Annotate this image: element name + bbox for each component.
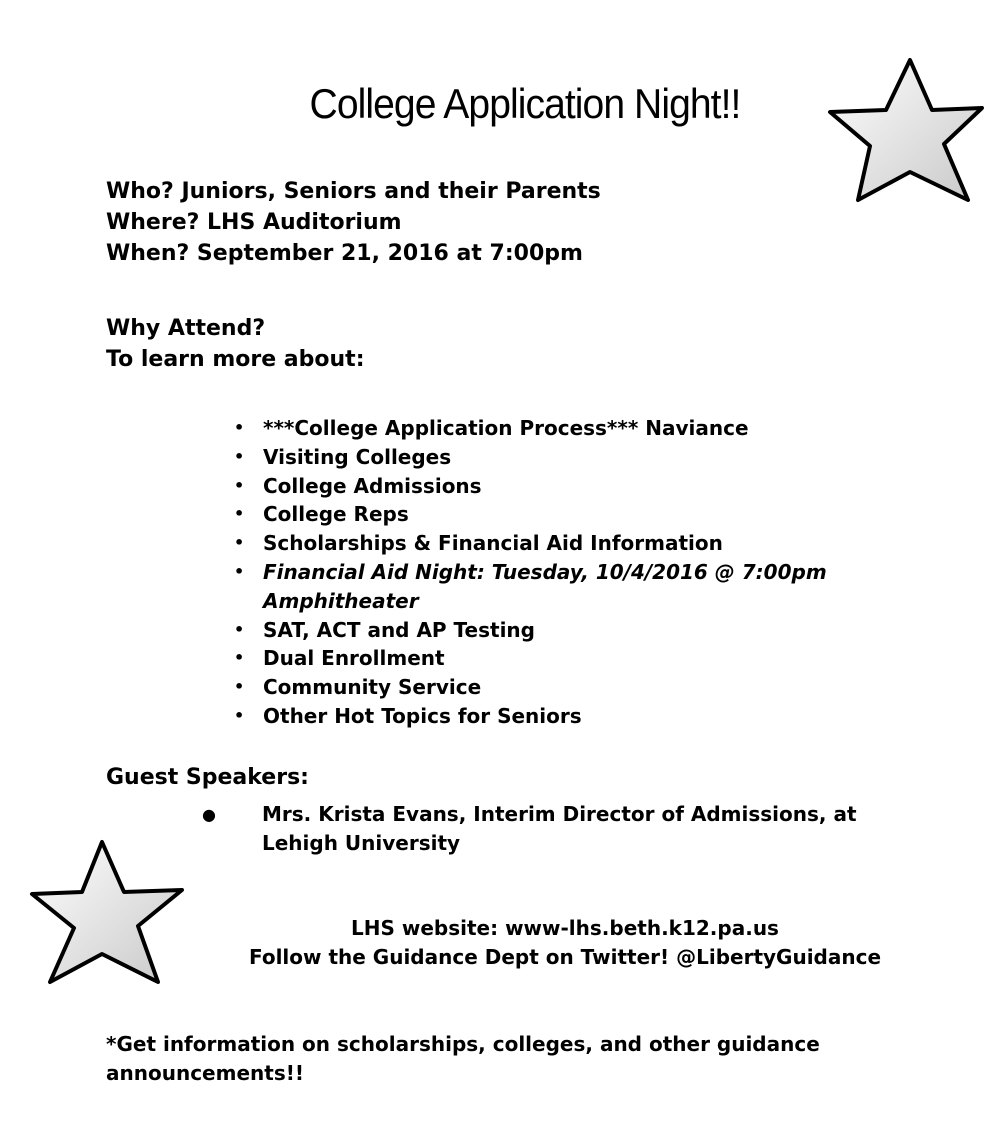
why-attend-subheading: To learn more about:: [106, 347, 365, 372]
star-icon: [28, 836, 188, 988]
list-item: • Financial Aid Night: Tuesday, 10/4/2016 @ 7:00pm Amphitheater: [234, 558, 914, 616]
list-item: • Visiting Colleges: [234, 443, 914, 472]
list-item: • College Admissions: [234, 472, 914, 501]
page-title: College Application Night!!: [309, 80, 741, 127]
star-icon: [826, 54, 986, 206]
list-item: • Other Hot Topics for Seniors: [234, 702, 914, 731]
why-attend: [106, 313, 365, 375]
topics-list: [234, 414, 914, 731]
twitter-text: Follow the Guidance Dept on Twitter! @LibertyGuidance: [248, 945, 882, 969]
list-item: • SAT, ACT and AP Testing: [234, 616, 914, 645]
event-where: Where? LHS Auditorium: [106, 210, 402, 235]
footer-note: *Get information on scholarships, colleges, and other guidance announcements!!: [106, 1032, 820, 1085]
event-when: When? September 21, 2016 at 7:00pm: [106, 241, 583, 266]
event-details: [106, 176, 601, 269]
list-item: • Community Service: [234, 673, 914, 702]
guest-speakers-list: [202, 800, 902, 858]
list-item: • Dual Enrollment: [234, 644, 914, 673]
list-item: ● Mrs. Krista Evans, Interim Director of Admissions, at Lehigh University: [202, 800, 902, 858]
list-item: • Scholarships & Financial Aid Information: [234, 529, 914, 558]
guest-speakers-heading: Guest Speakers:: [106, 765, 309, 790]
website-text: LHS website: www-lhs.beth.k12.pa.us: [351, 916, 779, 940]
contact-info: [190, 914, 940, 972]
list-item: • ***College Application Process*** Naviance: [234, 414, 914, 443]
list-item: • College Reps: [234, 500, 914, 529]
why-attend-heading: Why Attend?: [106, 316, 266, 341]
event-who: Who? Juniors, Seniors and their Parents: [106, 179, 601, 204]
